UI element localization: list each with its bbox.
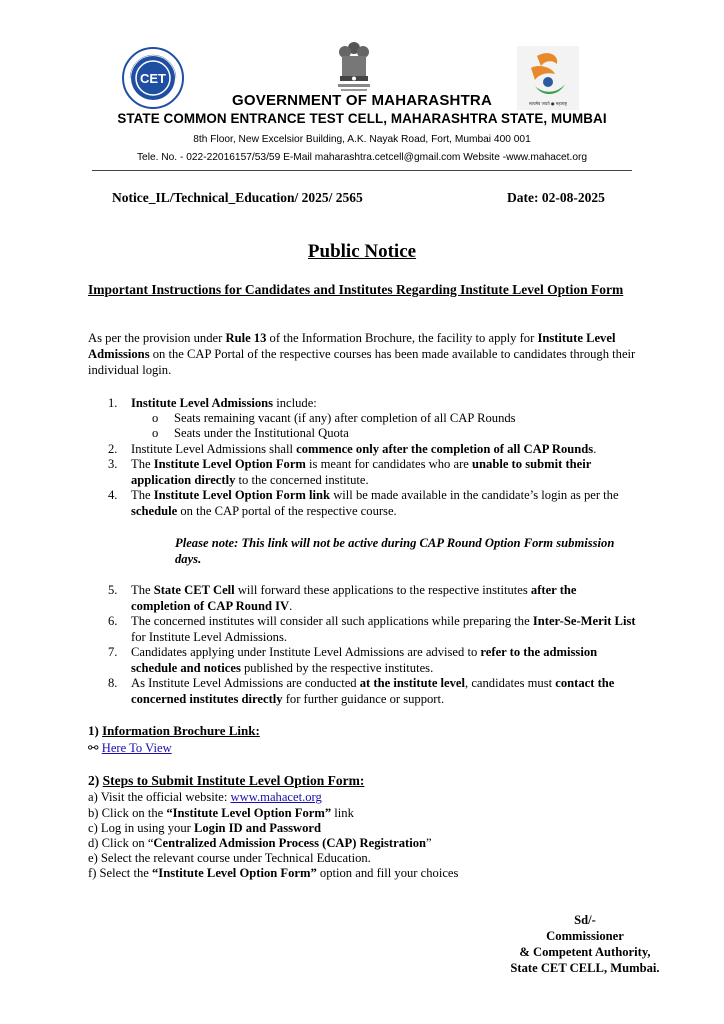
sub-list-item: o Seats remaining vacant (if any) after completion of all CAP Rounds (152, 411, 516, 425)
notice-reference: Notice_IL/Technical_Education/ 2025/ 2565 (112, 190, 363, 205)
list-item-number: 8. (108, 676, 118, 690)
section-heading: 2) Steps to Submit Institute Level Option Form: (88, 773, 365, 788)
list-item: As Institute Level Admissions are conducted at the institute level, candidates must contact the concerned institutes directly for further guidance or support. (131, 676, 615, 706)
list-item: The State CET Cell will forward these applications to the respective institutes after the completion of CAP Round IV. (131, 583, 577, 613)
sub-list-item: o Seats under the Institutional Quota (152, 426, 349, 440)
signature-block (470, 912, 700, 976)
list-item: Institute Level Admissions include: (131, 396, 317, 410)
intro-paragraph: As per the provision under Rule 13 of the Information Brochure, the facility to apply for Institute Level Admissions on the CAP Portal of the respective courses has been made available to candidates through their individual login. (88, 331, 636, 377)
org-subtitle: STATE COMMON ENTRANCE TEST CELL, MAHARASHTRA STATE, MUMBAI (117, 111, 607, 126)
here-to-view-link[interactable]: Here To View (101, 741, 172, 755)
list-item-number: 6. (108, 614, 118, 628)
list-item-number: 5. (108, 583, 118, 597)
list-item: The concerned institutes will consider all such applications while preparing the Inter-Se-Merit List for Institute Level Admissions. (131, 614, 636, 644)
brochure-link-row (88, 740, 172, 756)
signature-sd: Sd/- (574, 913, 596, 927)
list-item: Candidates applying under Institute Level Admissions are advised to refer to the admission schedule and notices published by the respective institutes. (131, 645, 598, 675)
list-item-number: 3. (108, 457, 118, 471)
website-link[interactable]: www.mahacet.org (230, 790, 322, 804)
section-heading: 1) Information Brochure Link: (88, 723, 260, 738)
list-item-number: 1. (108, 396, 118, 410)
link-icon: ⚯ (88, 741, 99, 755)
right-logo-caption: सत्यमेव जयते ● महाराष्ट्र (529, 101, 567, 106)
list-item: The Institute Level Option Form is meant for candidates who are unable to submit their application directly to the concerned institute. (131, 457, 592, 487)
step-item: e) Select the relevant course under Technical Education. (88, 851, 371, 865)
list-item-number: 7. (108, 645, 118, 659)
header-divider (92, 170, 632, 171)
list-item: Institute Level Admissions shall commence only after the completion of all CAP Rounds. (131, 442, 597, 456)
cet-logo-text: CET (140, 71, 166, 86)
page-title: Public Notice (307, 241, 417, 262)
signature-line: State CET CELL, Mumbai. (510, 961, 660, 975)
state-emblem-icon (333, 38, 375, 94)
step-item: f) Select the “Institute Level Option Form” option and fill your choices (88, 866, 459, 880)
org-contact: Tele. No. - 022-22016157/53/59 E-Mail maharashtra.cetcell@gmail.com Website -www.mahacet.org (136, 152, 588, 163)
list-item-number: 2. (108, 442, 118, 456)
signature-line: & Competent Authority, (519, 945, 651, 959)
step-item: b) Click on the “Institute Level Option Form” link (88, 806, 354, 820)
step-item: d) Click on “Centralized Admission Process (CAP) Registration” (88, 836, 432, 850)
signature-line: Commissioner (546, 929, 624, 943)
org-address: 8th Floor, New Excelsior Building, A.K. Nayak Road, Fort, Mumbai 400 001 (193, 134, 531, 145)
step-item: a) Visit the official website: www.mahacet.org (88, 790, 322, 804)
notice-date: Date: 02-08-2025 (507, 190, 605, 205)
step-item: c) Log in using your Login ID and Password (88, 821, 322, 835)
org-title: GOVERNMENT OF MAHARASHTRA (232, 92, 492, 109)
notice-subtitle: Important Instructions for Candidates and Institutes Regarding Institute Level Option Form (88, 282, 624, 297)
list-item: The Institute Level Option Form link will be made available in the candidate’s login as per the schedule on the CAP portal of the respective course. (131, 488, 619, 518)
note-text: Please note: This link will not be active during CAP Round Option Form submission days. (175, 536, 615, 566)
list-item-number: 4. (108, 488, 118, 502)
